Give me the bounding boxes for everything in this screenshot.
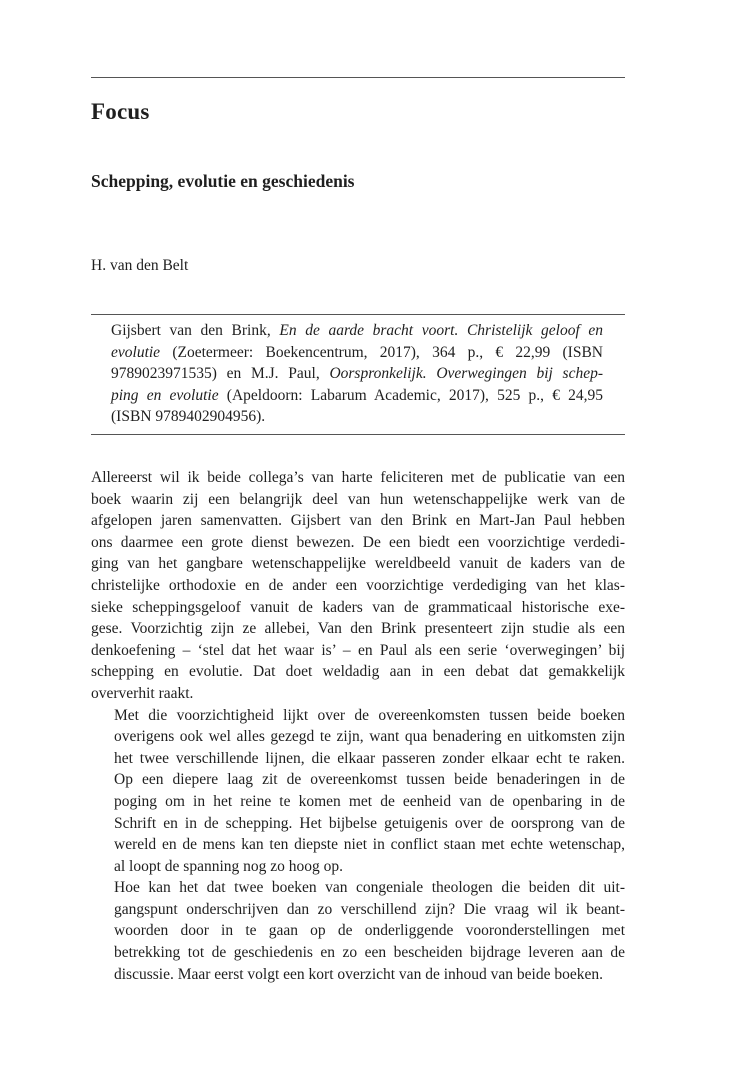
paragraph-line: al loopt de spanning nog zo hoog op. bbox=[114, 857, 344, 875]
reviewed-books-box bbox=[91, 314, 625, 435]
book-title-text: Oorspronkelijk. Overwegingen bij schep- bbox=[329, 365, 603, 383]
paragraph-line: wereld en de mens kan ten diepste niet in conflict staan met echte wetenschap, bbox=[114, 836, 625, 854]
book-title-text: ping en evolutie bbox=[111, 386, 219, 404]
citation-text: (ISBN 9789402904956). bbox=[111, 408, 266, 426]
paragraph-line: Allereerst wil ik beide collega’s van harte feliciteren met de publicatie van een bbox=[91, 469, 625, 486]
citation-text: 9789023971535) en M.J. Paul, bbox=[111, 365, 330, 383]
paragraph-line: overigens ook wel alles gezegd te zijn, want qua benadering en uitkomsten zijn bbox=[114, 728, 625, 746]
body-paragraph bbox=[91, 877, 625, 985]
body-paragraph bbox=[91, 705, 625, 878]
paragraph-line: het twee verschillende lijnen, die elkaar passeren zonder elkaar echt te raken. bbox=[114, 749, 625, 767]
paragraph-line: Op een diepere laag zit de overeenkomst tussen beide benaderingen in de bbox=[114, 771, 625, 789]
paragraph-line: woorden door in te gaan op de onderliggende vooronderstellingen met bbox=[114, 922, 625, 940]
paragraph-line: betrekking tot de geschiedenis en zo een bescheiden bijdrage leveren aan de bbox=[114, 944, 625, 962]
book-title-text: evolutie bbox=[111, 343, 161, 361]
book-title-text: En de aarde bracht voort. Christelijk geloof en bbox=[279, 322, 603, 339]
paragraph-line: gangspunt onderschrijven dan zo verschillend zijn? Die vraag wil ik beant- bbox=[114, 900, 625, 918]
citation-text: (Zoetermeer: Boekencentrum, 2017), 364 p., € 22,99 (ISBN bbox=[160, 343, 603, 361]
paragraph-line: Met die voorzichtigheid lijkt over de overeenkomsten tussen beide boeken bbox=[114, 706, 625, 724]
paragraph-line: schepping en evolutie. Dat doet weldadig aan in een debat dat gemakkelijk bbox=[91, 663, 625, 681]
paragraph-line: ons daarmee een grote dienst bewezen. De een biedt een voorzichtige verdedi- bbox=[91, 533, 625, 551]
top-rule bbox=[91, 77, 625, 78]
author-name: H. van den Belt bbox=[91, 257, 189, 274]
paragraph-line: denkoefening – ‘stel dat het waar is’ – en Paul als een serie ‘overwegingen’ bij bbox=[91, 641, 625, 659]
citation-line bbox=[111, 385, 603, 407]
citation-line bbox=[111, 342, 603, 364]
paragraph-line: gese. Voorzichtig zijn ze allebei, Van den Brink presenteert zijn studie als een bbox=[91, 620, 625, 638]
paragraph-line: Hoe kan het dat twee boeken van congeniale theologen die beiden dit uit- bbox=[114, 879, 625, 897]
paragraph-line: afgelopen jaren samenvatten. Gijsbert van den Brink en Mart-Jan Paul hebben bbox=[91, 512, 625, 530]
paragraph-line: christelijke orthodoxie en de ander een voorzichtige verdediging van het klas- bbox=[91, 576, 625, 594]
article-body bbox=[91, 467, 625, 985]
citation-line bbox=[111, 320, 603, 342]
citation-line bbox=[111, 363, 603, 385]
paragraph-line: Schrift en in de schepping. Het bijbelse getuigenis over de oorsprong van de bbox=[114, 814, 625, 832]
article-title: Schepping, evolutie en geschiedenis bbox=[91, 171, 355, 191]
paragraph-line: discussie. Maar eerst volgt een kort overzicht van de inhoud van beide boeken. bbox=[114, 965, 603, 983]
paragraph-line: ging van het gangbare wetenschappelijke wereldbeeld vanuit de kaders van de bbox=[91, 555, 625, 573]
citation-line bbox=[111, 406, 603, 428]
citation-text: (Apeldoorn: Labarum Academic, 2017), 525 p., € 24,95 bbox=[218, 386, 603, 404]
paragraph-line: poging om in het reine te komen met de eenheid van de openbaring in de bbox=[114, 792, 625, 810]
paragraph-line: oververhit raakt. bbox=[91, 684, 194, 702]
paragraph-line: boek waarin zij een belangrijk deel van hun wetenschappelijke werk van de bbox=[91, 490, 625, 508]
body-paragraph bbox=[91, 467, 625, 705]
section-label: Focus bbox=[91, 99, 150, 124]
reviewed-books-citation bbox=[111, 320, 603, 428]
citation-text: Gijsbert van den Brink, bbox=[111, 322, 280, 339]
paragraph-line: sieke scheppingsgeloof vanuit de kaders van de grammaticaal historische exe- bbox=[91, 598, 625, 616]
